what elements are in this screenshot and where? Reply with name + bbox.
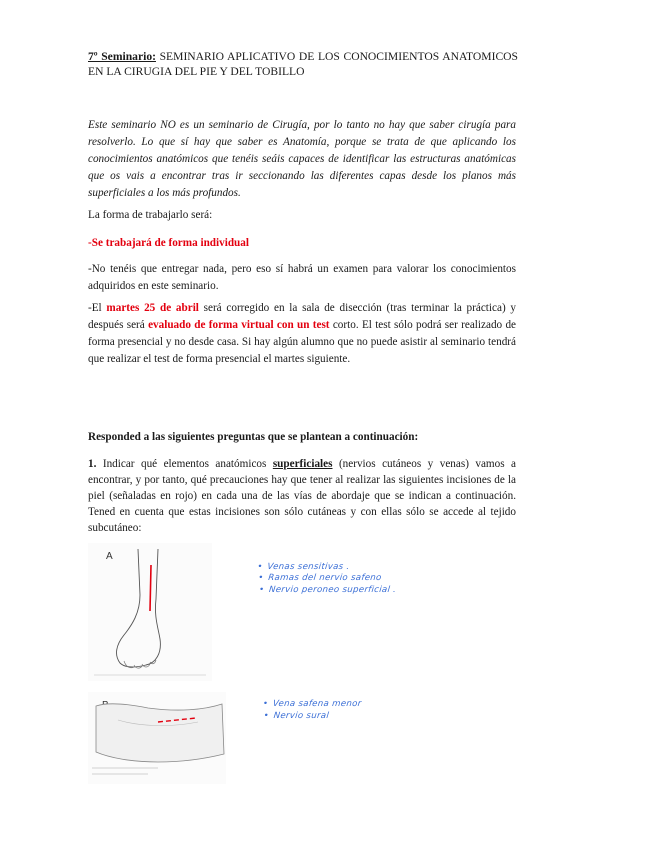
individual-work-line [88,235,516,252]
question-1-part-1: Indicar qué elementos anatómicos [96,458,273,470]
individual-dash: - [88,237,92,249]
question-1-underlined: superficiales [272,458,333,470]
figure-b-foot-lateral [88,692,226,784]
intro-paragraph: Este seminario NO es un seminario de Cirugía, por lo tanto no hay que saber cirugía para resolverlo. Lo que sí hay que saber es Anatomía, porque se trata de que aplicando los conocimientos anatómicos que tenéis seáis capaces de identificar las estructuras anatómicas que os vais a encontrar tras ir seccionando las diferentes capas desde los planos más superficiales a los más profundos. [88,119,516,199]
foot-dorsal-illustration [88,543,212,681]
question-1 [88,456,516,536]
note-a-2: • Ramas del nervio safeno [257,573,383,583]
note-b-1: • Vena safena menor [262,699,362,709]
note-b-2: • Nervio sural [263,711,330,721]
correction-part-2: será corregido en la sala de disección (tras terminar la práctica) y después será [88,302,516,331]
figure-a-label: A [106,551,113,562]
correction-date: martes 25 de abril [106,302,199,314]
figure-a-foot-dorsal [88,543,212,681]
correction-part-3: corto. El test sólo podrá ser realizado de forma presencial y no desde casa. Si hay algún alumno que no puede asistir al seminario tendrá que realizar el test de forma presencial el martes siguiente. [88,319,517,365]
no-delivery-paragraph: -No tenéis que entregar nada, pero eso sí habrá un examen para valorar los conocimientos adquiridos en este seminario. [88,263,516,292]
seminar-title-text: SEMINARIO APLICATIVO DE LOS CONOCIMIENTOS ANATOMICOS EN LA CIRUGIA DEL PIE Y DEL TOBILLO [88,50,518,78]
foot-lateral-illustration [88,692,226,784]
handwritten-notes-a [254,562,428,598]
handwritten-notes-b [261,699,404,725]
question-1-part-2: (nervios cutáneos y venas) vamos a encontrar, y por tanto, qué precauciones hay que tener al realizar las siguientes incisiones de la piel (señaladas en rojo) en cada una de las vías de abordaje que se indican a continuación. Tened en cuenta que estas incisiones son sólo cutáneas y con ellas sólo se accede al tejido subcutáneo: [88,458,517,534]
individual-work-text: Se trabajará de forma individual [91,237,249,249]
figure-a-incision [150,565,151,611]
note-a-3: • Nervio peroneo superficial . [258,585,397,595]
seminar-title [88,49,518,79]
correction-eval: evaluado de forma virtual con un test [148,319,330,331]
correction-part-1: -El [88,302,107,314]
correction-paragraph [88,300,516,368]
seminar-number: 7º Seminario: [88,50,156,63]
work-method-intro: La forma de trabajarlo será: [88,209,213,221]
note-a-1: • Venas sensitivas . [256,562,351,572]
questions-heading: Responded a las siguientes preguntas que se plantean a continuación: [88,431,419,443]
question-1-number: 1. [88,458,97,470]
